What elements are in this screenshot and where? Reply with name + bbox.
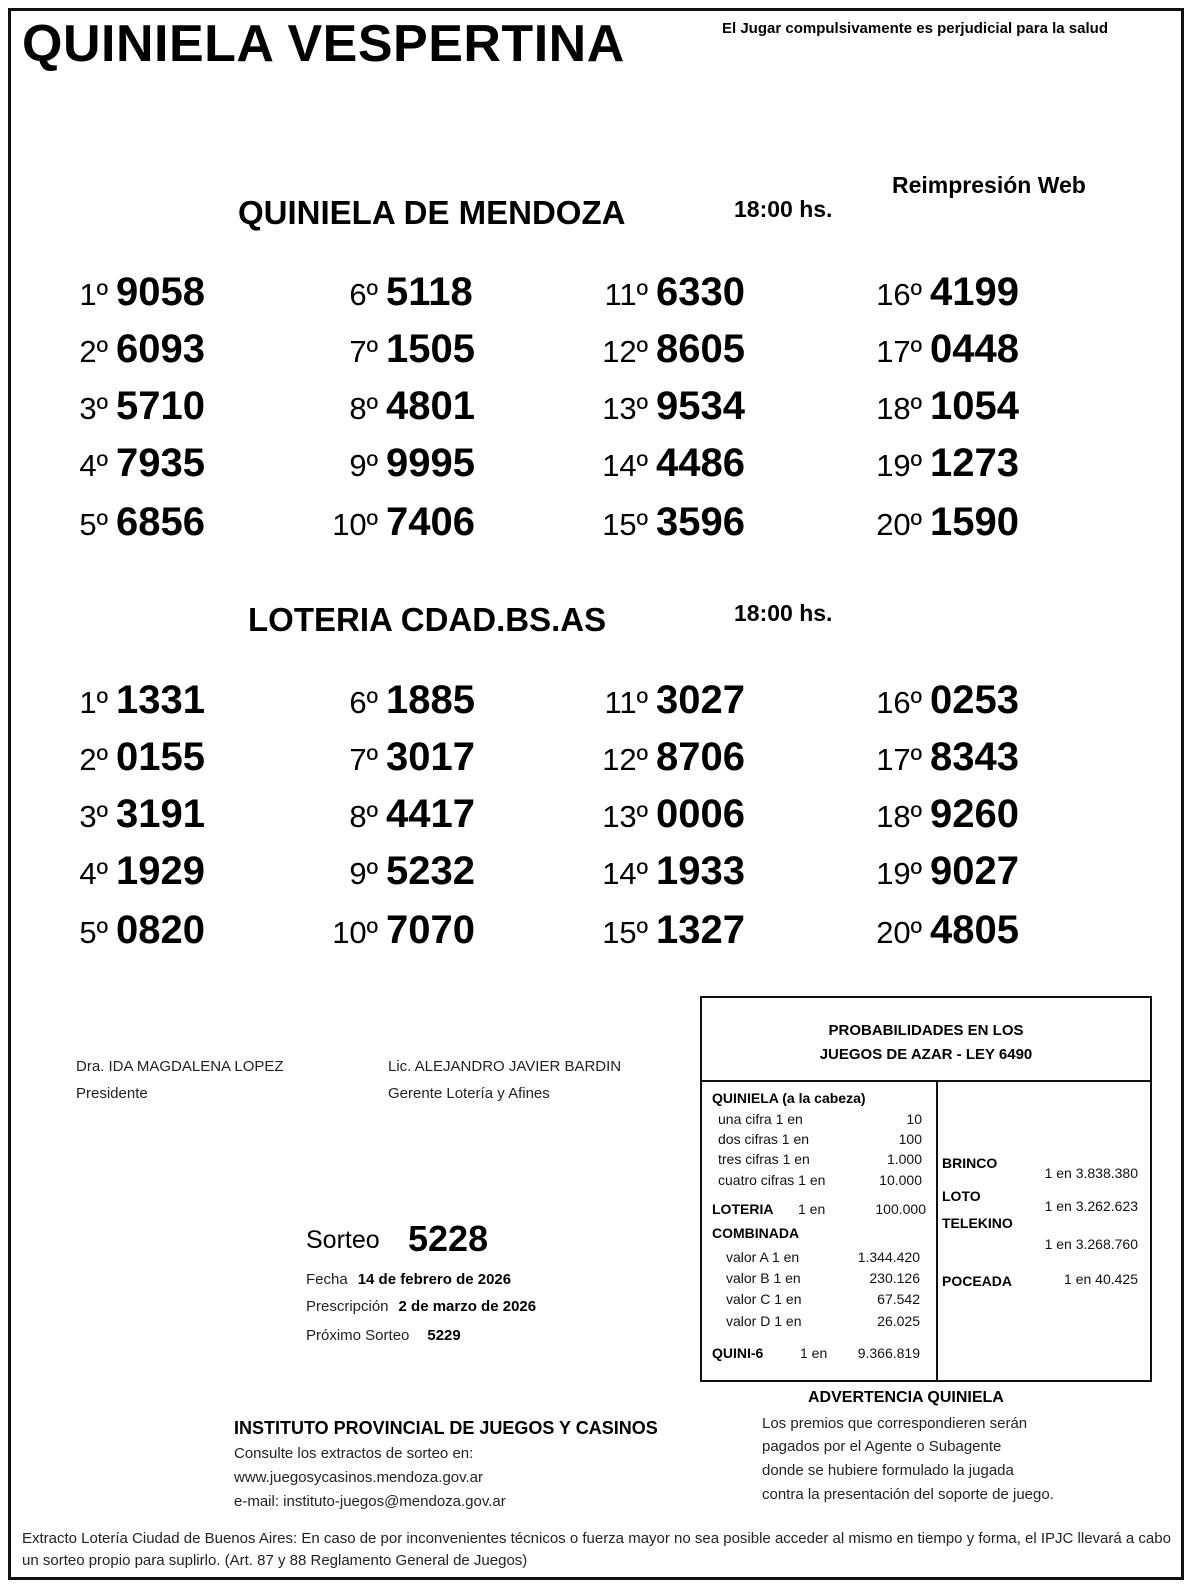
combinada-prob-label: valor B 1 en xyxy=(726,1270,801,1286)
quiniela-prob-value: 10.000 xyxy=(879,1172,922,1188)
probabilities-box xyxy=(700,996,1152,1382)
advertencia-title: ADVERTENCIA QUINIELA xyxy=(808,1389,1004,1406)
mendoza-result-number: 4486 xyxy=(656,441,745,485)
bsas-result-position: 17º xyxy=(876,742,922,777)
mendoza-result xyxy=(596,327,745,372)
mendoza-result-position: 7º xyxy=(349,334,378,369)
mendoza-result-position: 3º xyxy=(79,391,108,426)
instituto-email-link[interactable]: e-mail: instituto-juegos@mendoza.gov.ar xyxy=(234,1493,506,1510)
bsas-result-position: 3º xyxy=(79,799,108,834)
mendoza-result xyxy=(596,500,745,545)
quiniela-prob-value: 100 xyxy=(898,1131,922,1147)
page-title: QUINIELA VESPERTINA xyxy=(22,15,625,73)
mendoza-result-position: 6º xyxy=(349,277,378,312)
mendoza-result-number: 5710 xyxy=(116,384,205,428)
bsas-result xyxy=(326,849,475,894)
probabilities-title-2: JUEGOS DE AZAR - LEY 6490 xyxy=(819,1046,1033,1063)
bsas-result-number: 3191 xyxy=(116,792,205,836)
mendoza-result-number: 1273 xyxy=(930,441,1019,485)
bsas-result xyxy=(596,735,745,780)
mendoza-result-position: 15º xyxy=(602,507,648,542)
mendoza-result xyxy=(870,270,1019,315)
mendoza-result-number: 4199 xyxy=(930,270,1019,314)
mendoza-result-position: 11º xyxy=(604,277,648,312)
proximo-value: 5229 xyxy=(427,1327,461,1344)
instituto-website-link[interactable]: www.juegosycasinos.mendoza.gov.ar xyxy=(234,1469,484,1486)
advertencia-line: donde se hubiere formulado la jugada xyxy=(762,1462,1014,1479)
bsas-result xyxy=(596,678,745,723)
advertencia-line: Los premios que correspondieren serán xyxy=(762,1415,1028,1432)
mendoza-result-position: 2º xyxy=(79,334,108,369)
combinada-prob-label: valor C 1 en xyxy=(726,1291,802,1307)
mendoza-result-number: 4801 xyxy=(386,384,475,428)
combinada-prob-label: valor A 1 en xyxy=(726,1249,800,1265)
bsas-result-position: 4º xyxy=(79,856,108,891)
bsas-result-position: 18º xyxy=(876,799,922,834)
loteria-prob-label: LOTERIA xyxy=(712,1201,774,1217)
mendoza-result-number: 1054 xyxy=(930,384,1019,428)
bsas-result xyxy=(56,849,205,894)
fecha-value: 14 de febrero de 2026 xyxy=(357,1271,512,1288)
probabilities-divider xyxy=(936,1082,938,1380)
mendoza-result-position: 20º xyxy=(876,507,922,542)
brinco-prob-value: 1 en 3.838.380 xyxy=(1044,1165,1138,1181)
bsas-result-number: 5232 xyxy=(386,849,475,893)
bsas-result xyxy=(596,908,745,953)
fecha-row xyxy=(306,1271,511,1288)
fecha-label: Fecha xyxy=(306,1271,348,1288)
mendoza-result-number: 1590 xyxy=(930,500,1019,544)
brinco-prob-label: BRINCO xyxy=(942,1155,998,1171)
bsas-result-position: 5º xyxy=(79,915,108,950)
mendoza-result xyxy=(56,270,205,315)
quini6-prob-en: 1 en xyxy=(800,1345,828,1361)
bsas-result-number: 0820 xyxy=(116,908,205,952)
mendoza-result xyxy=(870,384,1019,429)
president-name: Dra. IDA MAGDALENA LOPEZ xyxy=(76,1058,284,1075)
bsas-result-position: 9º xyxy=(349,856,378,891)
mendoza-result-number: 8605 xyxy=(656,327,745,371)
poceada-prob-label: POCEADA xyxy=(942,1273,1013,1289)
mendoza-result xyxy=(870,441,1019,486)
bsas-result-number: 3017 xyxy=(386,735,475,779)
mendoza-result xyxy=(56,500,205,545)
telekino-prob-label: TELEKINO xyxy=(942,1215,1013,1231)
mendoza-result xyxy=(870,500,1019,545)
bsas-result-position: 10º xyxy=(332,915,378,950)
bsas-result-number: 3027 xyxy=(656,678,745,722)
quini6-prob-value: 9.366.819 xyxy=(857,1345,920,1361)
bsas-result-number: 9027 xyxy=(930,849,1019,893)
bsas-result xyxy=(326,735,475,780)
mendoza-result-number: 7406 xyxy=(386,500,475,544)
mendoza-result-position: 17º xyxy=(876,334,922,369)
bsas-result-position: 16º xyxy=(876,685,922,720)
mendoza-result-position: 13º xyxy=(602,391,648,426)
mendoza-result-position: 12º xyxy=(602,334,648,369)
mendoza-result-number: 0448 xyxy=(930,327,1019,371)
bsas-result-number: 4805 xyxy=(930,908,1019,952)
mendoza-result-number: 9534 xyxy=(656,384,745,428)
footer-disclaimer: Extracto Lotería Ciudad de Buenos Aires: En caso de por inconvenientes técnicos o fuerza mayor no sea posible acceder al mismo en tiempo y forma, el IPJC llevará a cabo un sorteo propio para suplirlo. (Art. 87 y 88 Reglamento General de Juegos) xyxy=(22,1530,1171,1569)
loto-prob-value: 1 en 3.262.623 xyxy=(1044,1198,1138,1214)
mendoza-result-number: 6330 xyxy=(656,270,745,314)
bsas-result xyxy=(870,792,1019,837)
bsas-result xyxy=(56,735,205,780)
bsas-result xyxy=(56,792,205,837)
bsas-result-number: 1885 xyxy=(386,678,475,722)
president-role: Presidente xyxy=(76,1085,148,1102)
sorteo-label: Sorteo xyxy=(306,1226,380,1254)
sorteo-number: 5228 xyxy=(408,1218,489,1259)
manager-role: Gerente Lotería y Afines xyxy=(388,1085,550,1102)
bsas-result-position: 2º xyxy=(79,742,108,777)
mendoza-result-position: 5º xyxy=(79,507,108,542)
mendoza-result xyxy=(596,384,745,429)
quiniela-prob-label: dos cifras 1 en xyxy=(718,1131,810,1147)
bsas-result xyxy=(326,792,475,837)
mendoza-result xyxy=(56,327,205,372)
mendoza-result-number: 6856 xyxy=(116,500,205,544)
mendoza-result xyxy=(870,327,1019,372)
mendoza-result-position: 16º xyxy=(876,277,922,312)
prescripcion-value: 2 de marzo de 2026 xyxy=(398,1298,537,1315)
probabilities-title-1: PROBABILIDADES EN LOS xyxy=(828,1022,1024,1039)
mendoza-result-position: 18º xyxy=(876,391,922,426)
mendoza-result xyxy=(56,441,205,486)
mendoza-result xyxy=(596,270,745,315)
instituto-consult: Consulte los extractos de sorteo en: xyxy=(234,1445,474,1462)
combinada-prob-value: 26.025 xyxy=(877,1313,920,1329)
bsas-result-number: 0253 xyxy=(930,678,1019,722)
loteria-prob-value: 100.000 xyxy=(875,1201,926,1217)
bsas-result-position: 20º xyxy=(876,915,922,950)
bsas-result xyxy=(56,908,205,953)
combinada-prob-label: valor D 1 en xyxy=(726,1313,802,1329)
bsas-result-position: 11º xyxy=(604,685,648,720)
mendoza-result-position: 1º xyxy=(79,277,108,312)
bsas-result xyxy=(326,678,475,723)
bsas-result-number: 4417 xyxy=(386,792,475,836)
mendoza-result-number: 5118 xyxy=(386,270,473,314)
quiniela-prob-value: 1.000 xyxy=(886,1151,922,1167)
mendoza-result-position: 8º xyxy=(349,391,378,426)
bsas-result-number: 0006 xyxy=(656,792,745,836)
quiniela-prob-label: una cifra 1 en xyxy=(718,1111,803,1127)
health-warning: El Jugar compulsivamente es perjudicial para la salud xyxy=(722,20,1108,37)
bsas-result-number: 0155 xyxy=(116,735,205,779)
quiniela-prob-value: 10 xyxy=(906,1111,922,1127)
bsas-result-number: 1331 xyxy=(116,678,205,722)
proximo-row xyxy=(306,1327,461,1344)
mendoza-result-position: 4º xyxy=(79,448,108,483)
mendoza-result-position: 9º xyxy=(349,448,378,483)
prescripcion-row xyxy=(306,1298,536,1315)
combinada-prob-value: 230.126 xyxy=(869,1270,920,1286)
quiniela-prob-label: cuatro cifras 1 en xyxy=(718,1172,826,1188)
bsas-result-number: 1933 xyxy=(656,849,745,893)
loteria-prob-en: 1 en xyxy=(798,1201,826,1217)
manager-name: Lic. ALEJANDRO JAVIER BARDIN xyxy=(388,1058,622,1075)
bsas-result-number: 8343 xyxy=(930,735,1019,779)
bsas-result xyxy=(870,908,1019,953)
mendoza-result-position: 19º xyxy=(876,448,922,483)
bsas-result-number: 1327 xyxy=(656,908,745,952)
bsas-result-number: 1929 xyxy=(116,849,205,893)
quiniela-prob-label: tres cifras 1 en xyxy=(718,1151,810,1167)
poceada-prob-value: 1 en 40.425 xyxy=(1064,1271,1138,1287)
bsas-result-position: 7º xyxy=(349,742,378,777)
mendoza-result-number: 7935 xyxy=(116,441,205,485)
mendoza-draw-time: 18:00 hs. xyxy=(734,196,833,222)
probabilities-header xyxy=(702,998,1150,1082)
bsas-result-position: 1º xyxy=(79,685,108,720)
bsas-result xyxy=(870,678,1019,723)
bsas-result-position: 12º xyxy=(602,742,648,777)
mendoza-result-number: 1505 xyxy=(386,327,475,371)
mendoza-result xyxy=(326,441,475,486)
mendoza-result-number: 9058 xyxy=(116,270,205,314)
mendoza-result-number: 3596 xyxy=(656,500,745,544)
mendoza-section-title: QUINIELA DE MENDOZA xyxy=(238,194,626,231)
bsas-result-position: 14º xyxy=(602,856,648,891)
reprint-label: Reimpresión Web xyxy=(892,172,1086,198)
combinada-prob-title: COMBINADA xyxy=(712,1225,800,1241)
bsas-result xyxy=(326,908,475,953)
quini6-prob-label: QUINI-6 xyxy=(712,1345,764,1361)
mendoza-result xyxy=(56,384,205,429)
bsas-section-title: LOTERIA CDAD.BS.AS xyxy=(248,601,607,638)
bsas-result-number: 7070 xyxy=(386,908,475,952)
mendoza-result xyxy=(596,441,745,486)
mendoza-result-number: 6093 xyxy=(116,327,205,371)
mendoza-result xyxy=(326,327,475,372)
prescripcion-label: Prescripción xyxy=(306,1298,389,1315)
bsas-draw-time: 18:00 hs. xyxy=(734,600,833,626)
bsas-result-number: 8706 xyxy=(656,735,745,779)
mendoza-result xyxy=(326,270,473,315)
bsas-result xyxy=(596,792,745,837)
bsas-result-position: 13º xyxy=(602,799,648,834)
quiniela-prob-title: QUINIELA (a la cabeza) xyxy=(712,1090,866,1106)
bsas-result xyxy=(596,849,745,894)
mendoza-result-position: 10º xyxy=(332,507,378,542)
instituto-title: INSTITUTO PROVINCIAL DE JUEGOS Y CASINOS xyxy=(234,1418,658,1438)
bsas-result-position: 19º xyxy=(876,856,922,891)
loto-prob-label: LOTO xyxy=(942,1188,981,1204)
telekino-prob-value: 1 en 3.268.760 xyxy=(1044,1236,1138,1252)
proximo-label: Próximo Sorteo xyxy=(306,1327,410,1344)
mendoza-result xyxy=(326,500,475,545)
bsas-result xyxy=(56,678,205,723)
mendoza-result xyxy=(326,384,475,429)
advertencia-line: contra la presentación del soporte de juego. xyxy=(762,1486,1054,1503)
bsas-result-position: 15º xyxy=(602,915,648,950)
combinada-prob-value: 67.542 xyxy=(877,1291,920,1307)
bsas-result xyxy=(870,849,1019,894)
bsas-result-position: 8º xyxy=(349,799,378,834)
bsas-result-position: 6º xyxy=(349,685,378,720)
bsas-result xyxy=(870,735,1019,780)
bsas-result-number: 9260 xyxy=(930,792,1019,836)
mendoza-result-number: 9995 xyxy=(386,441,475,485)
combinada-prob-value: 1.344.420 xyxy=(857,1249,920,1265)
advertencia-line: pagados por el Agente o Subagente xyxy=(762,1438,1002,1455)
mendoza-result-position: 14º xyxy=(602,448,648,483)
